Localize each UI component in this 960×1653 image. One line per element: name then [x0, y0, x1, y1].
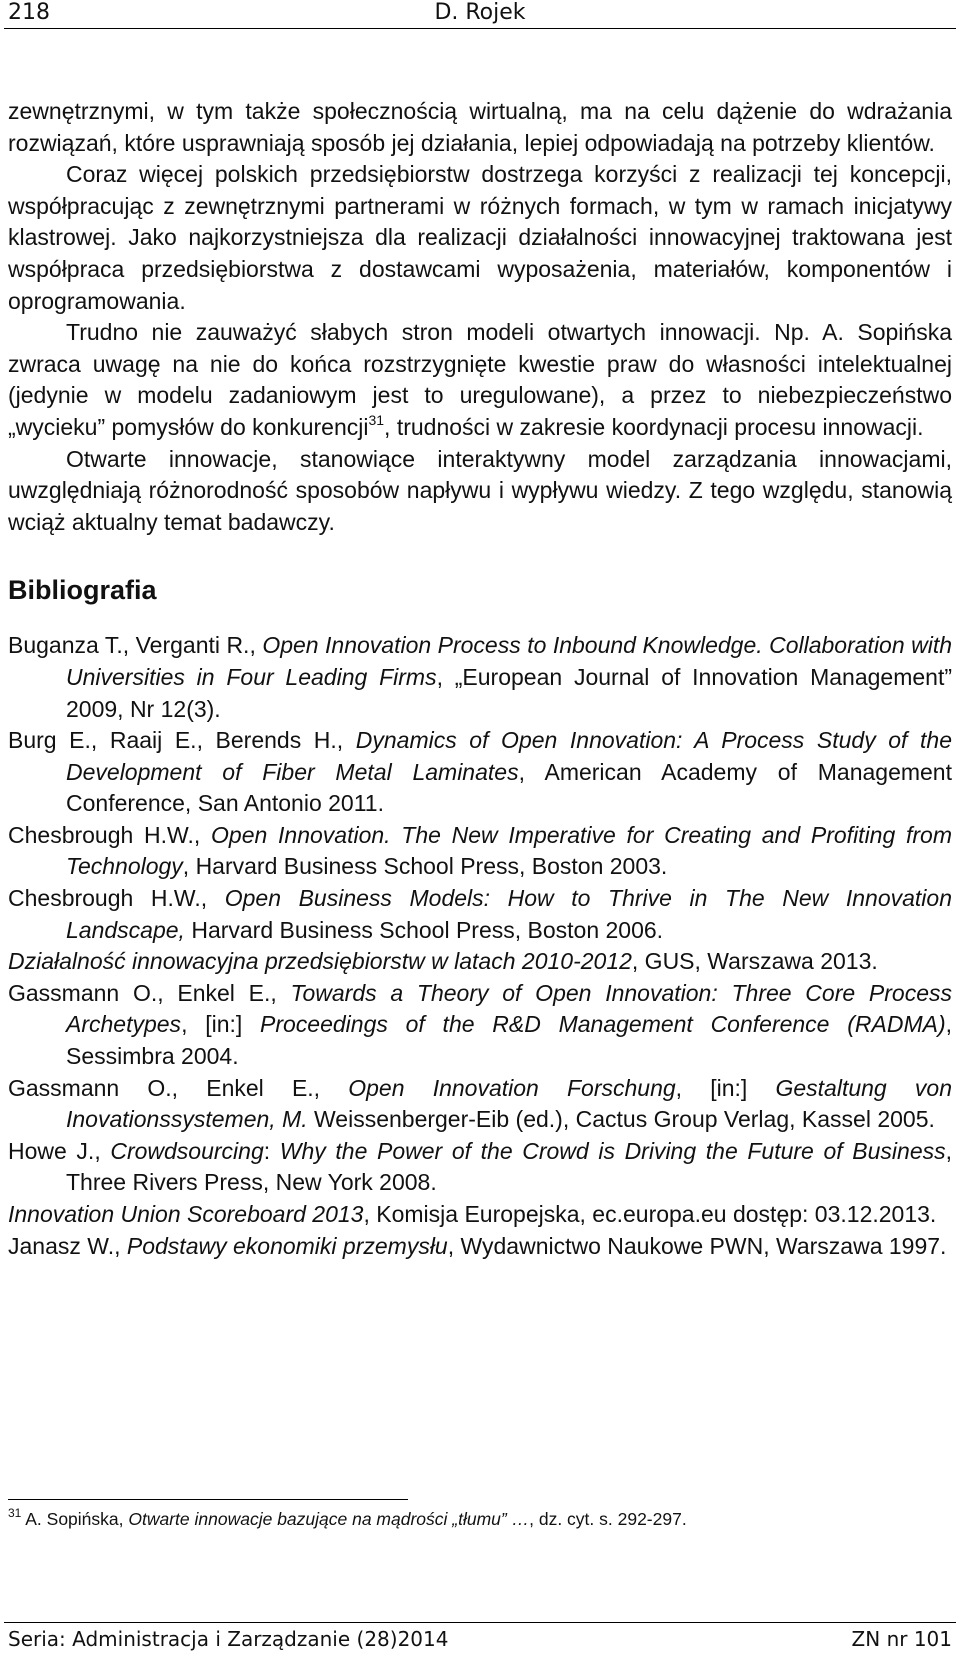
- bib-authors: Gassmann O., Enkel E.,: [8, 979, 291, 1006]
- bib-authors: Burg E., Raaij E., Berends H.,: [8, 727, 356, 754]
- bib-details: , GUS, Warszawa 2013.: [631, 948, 878, 975]
- bib-authors: Chesbrough H.W.,: [8, 821, 212, 848]
- bib-title: Towards a Theory of Open Innovation: Three Core Process Archetypes: [66, 979, 952, 1038]
- running-author: D. Rojek: [434, 0, 526, 25]
- series-label: Seria: Administracja i Zarządzanie (28)2014: [8, 1627, 449, 1651]
- bib-details: , [in:]: [675, 1074, 776, 1101]
- bib-title: Innovation Union Scoreboard 2013: [8, 1201, 364, 1227]
- bib-title: Dynamics of Open Innovation: A Process Study of the Development of Fiber Metal Laminates: [66, 727, 953, 785]
- paragraph-2: Coraz więcej polskich przedsiębiorstw dostrzega korzyści z realizacji tej koncepcji, współpracując z zewnętrznymi partnerami w różnych formach, w tym w ramach inicjatywy klastrowej. Jako najkorzystniejsza dla realizacji działalności innowacyjnej traktowana jest współpraca przedsiębiorstwa z dostawcami wyposażenia, materiałów, komponentów i oprogramowania.: [8, 161, 952, 314]
- bib-details: Weissenberger-Eib (ed.), Cactus Group Verlag, Kassel 2005.: [307, 1106, 935, 1133]
- running-footer: [8, 1626, 952, 1652]
- bib-entry: [8, 1231, 952, 1263]
- bibliography-heading: Bibliografia: [8, 575, 157, 606]
- bib-entry: [8, 1136, 952, 1199]
- footnote-title: Otwarte innowacje bazujące na mądrości „tłumu” …: [128, 1509, 530, 1529]
- paragraph-1: zewnętrznymi, w tym także społecznością wirtualną, ma na celu dążenie do wdrażania rozwiązań, które usprawniają sposób jej działania, lepiej odpowiadają na potrzeby klientów.: [8, 98, 952, 156]
- footnote-citation: , dz. cyt. s. 292-297.: [529, 1509, 687, 1529]
- page-number: 218: [8, 0, 50, 25]
- bib-details: :: [263, 1137, 280, 1164]
- bib-entry: [8, 978, 952, 1073]
- bib-entry: [8, 725, 952, 820]
- header-rule: [4, 28, 956, 29]
- bib-details: , Harvard Business School Press, Boston 2003.: [182, 853, 668, 880]
- bib-entry: [8, 1199, 952, 1231]
- bib-authors: Howe J.,: [8, 1137, 111, 1164]
- bib-details: , Three Rivers Press, New York 2008.: [66, 1137, 952, 1196]
- bib-entry: [8, 946, 952, 978]
- bib-title: Crowdsourcing: [110, 1137, 264, 1164]
- main-content: [8, 96, 952, 1262]
- bib-title: Open Innovation Forschung: [348, 1074, 676, 1101]
- bib-title: Open Innovation Process to Inbound Knowledge. Collaboration with Universities in Four Leading Firms: [66, 632, 952, 690]
- footnote-author: A. Sopińska,: [21, 1509, 129, 1529]
- running-header: [8, 0, 952, 26]
- bib-container-title: Gestaltung von Inovationssystemen, M.: [66, 1074, 952, 1133]
- bib-authors: Buganza T., Verganti R.,: [8, 632, 263, 659]
- bib-authors: Chesbrough H.W.,: [8, 885, 225, 912]
- bib-authors: Gassmann O., Enkel E.,: [8, 1074, 349, 1101]
- bib-entry: [8, 883, 952, 946]
- bib-entry: [8, 630, 952, 725]
- bib-title: Open Business Models: How to Thrive in The New Innovation Landscape,: [66, 885, 953, 943]
- bib-subtitle: Why the Power of the Crowd is Driving the Future of Business: [279, 1137, 946, 1164]
- bib-container-title: Proceedings of the R&D Management Conference (RADMA): [260, 1011, 946, 1038]
- bib-title: Open Innovation. The New Imperative for Creating and Profiting from Technology: [66, 821, 952, 880]
- bib-details: , Komisja Europejska, ec.europa.eu dostęp: 03.12.2013.: [363, 1201, 937, 1227]
- bib-details: , [in:]: [181, 1011, 261, 1038]
- footnote-ref-31[interactable]: 31: [368, 411, 385, 428]
- bib-details: Harvard Business School Press, Boston 2006.: [184, 916, 664, 943]
- issue-number: ZN nr 101: [851, 1627, 952, 1651]
- footer-rule: [4, 1622, 956, 1623]
- bib-authors: Janasz W.,: [8, 1232, 127, 1259]
- footnote-rule: [8, 1499, 408, 1500]
- footnote-31: [8, 1508, 952, 1530]
- bib-title: Działalność innowacyjna przedsiębiorstw w latach 2010-2012: [8, 948, 632, 975]
- paragraph-4: Otwarte innowacje, stanowiące interaktywny model zarządzania innowacjami, uwzględniają różnorodność sposobów napływu i wypływu wiedzy. Z tego względu, stanowią wciąż aktualny temat badawczy.: [8, 445, 952, 535]
- bib-details: , American Academy of Management Conference, San Antonio 2011.: [66, 758, 952, 817]
- bib-details: , Sessimbra 2004.: [66, 1011, 952, 1070]
- bib-details: , „European Journal of Innovation Management” 2009, Nr 12(3).: [66, 663, 953, 722]
- bib-details: , Wydawnictwo Naukowe PWN, Warszawa 1997.: [447, 1232, 947, 1259]
- bib-entry: [8, 820, 952, 883]
- paragraph-3-tail: , trudności w zakresie koordynacji procesu innowacji.: [384, 413, 924, 440]
- paragraph-3: [8, 317, 952, 443]
- bib-entry: [8, 1073, 952, 1136]
- paragraph-3-text: Trudno nie zauważyć słabych stron modeli otwartych innowacji. Np. A. Sopińska zwraca uwagę na nie do końca rozstrzygnięte kwestie praw do własności intelektualnej (jedynie w modelu zadaniowym jest to uregulowane), a przez to niebezpieczeństwo „wycieku” pomysłów do konkurencji: [8, 319, 952, 440]
- footnote-number: 31: [8, 1506, 22, 1520]
- bib-title: Podstawy ekonomiki przemysłu: [126, 1232, 448, 1259]
